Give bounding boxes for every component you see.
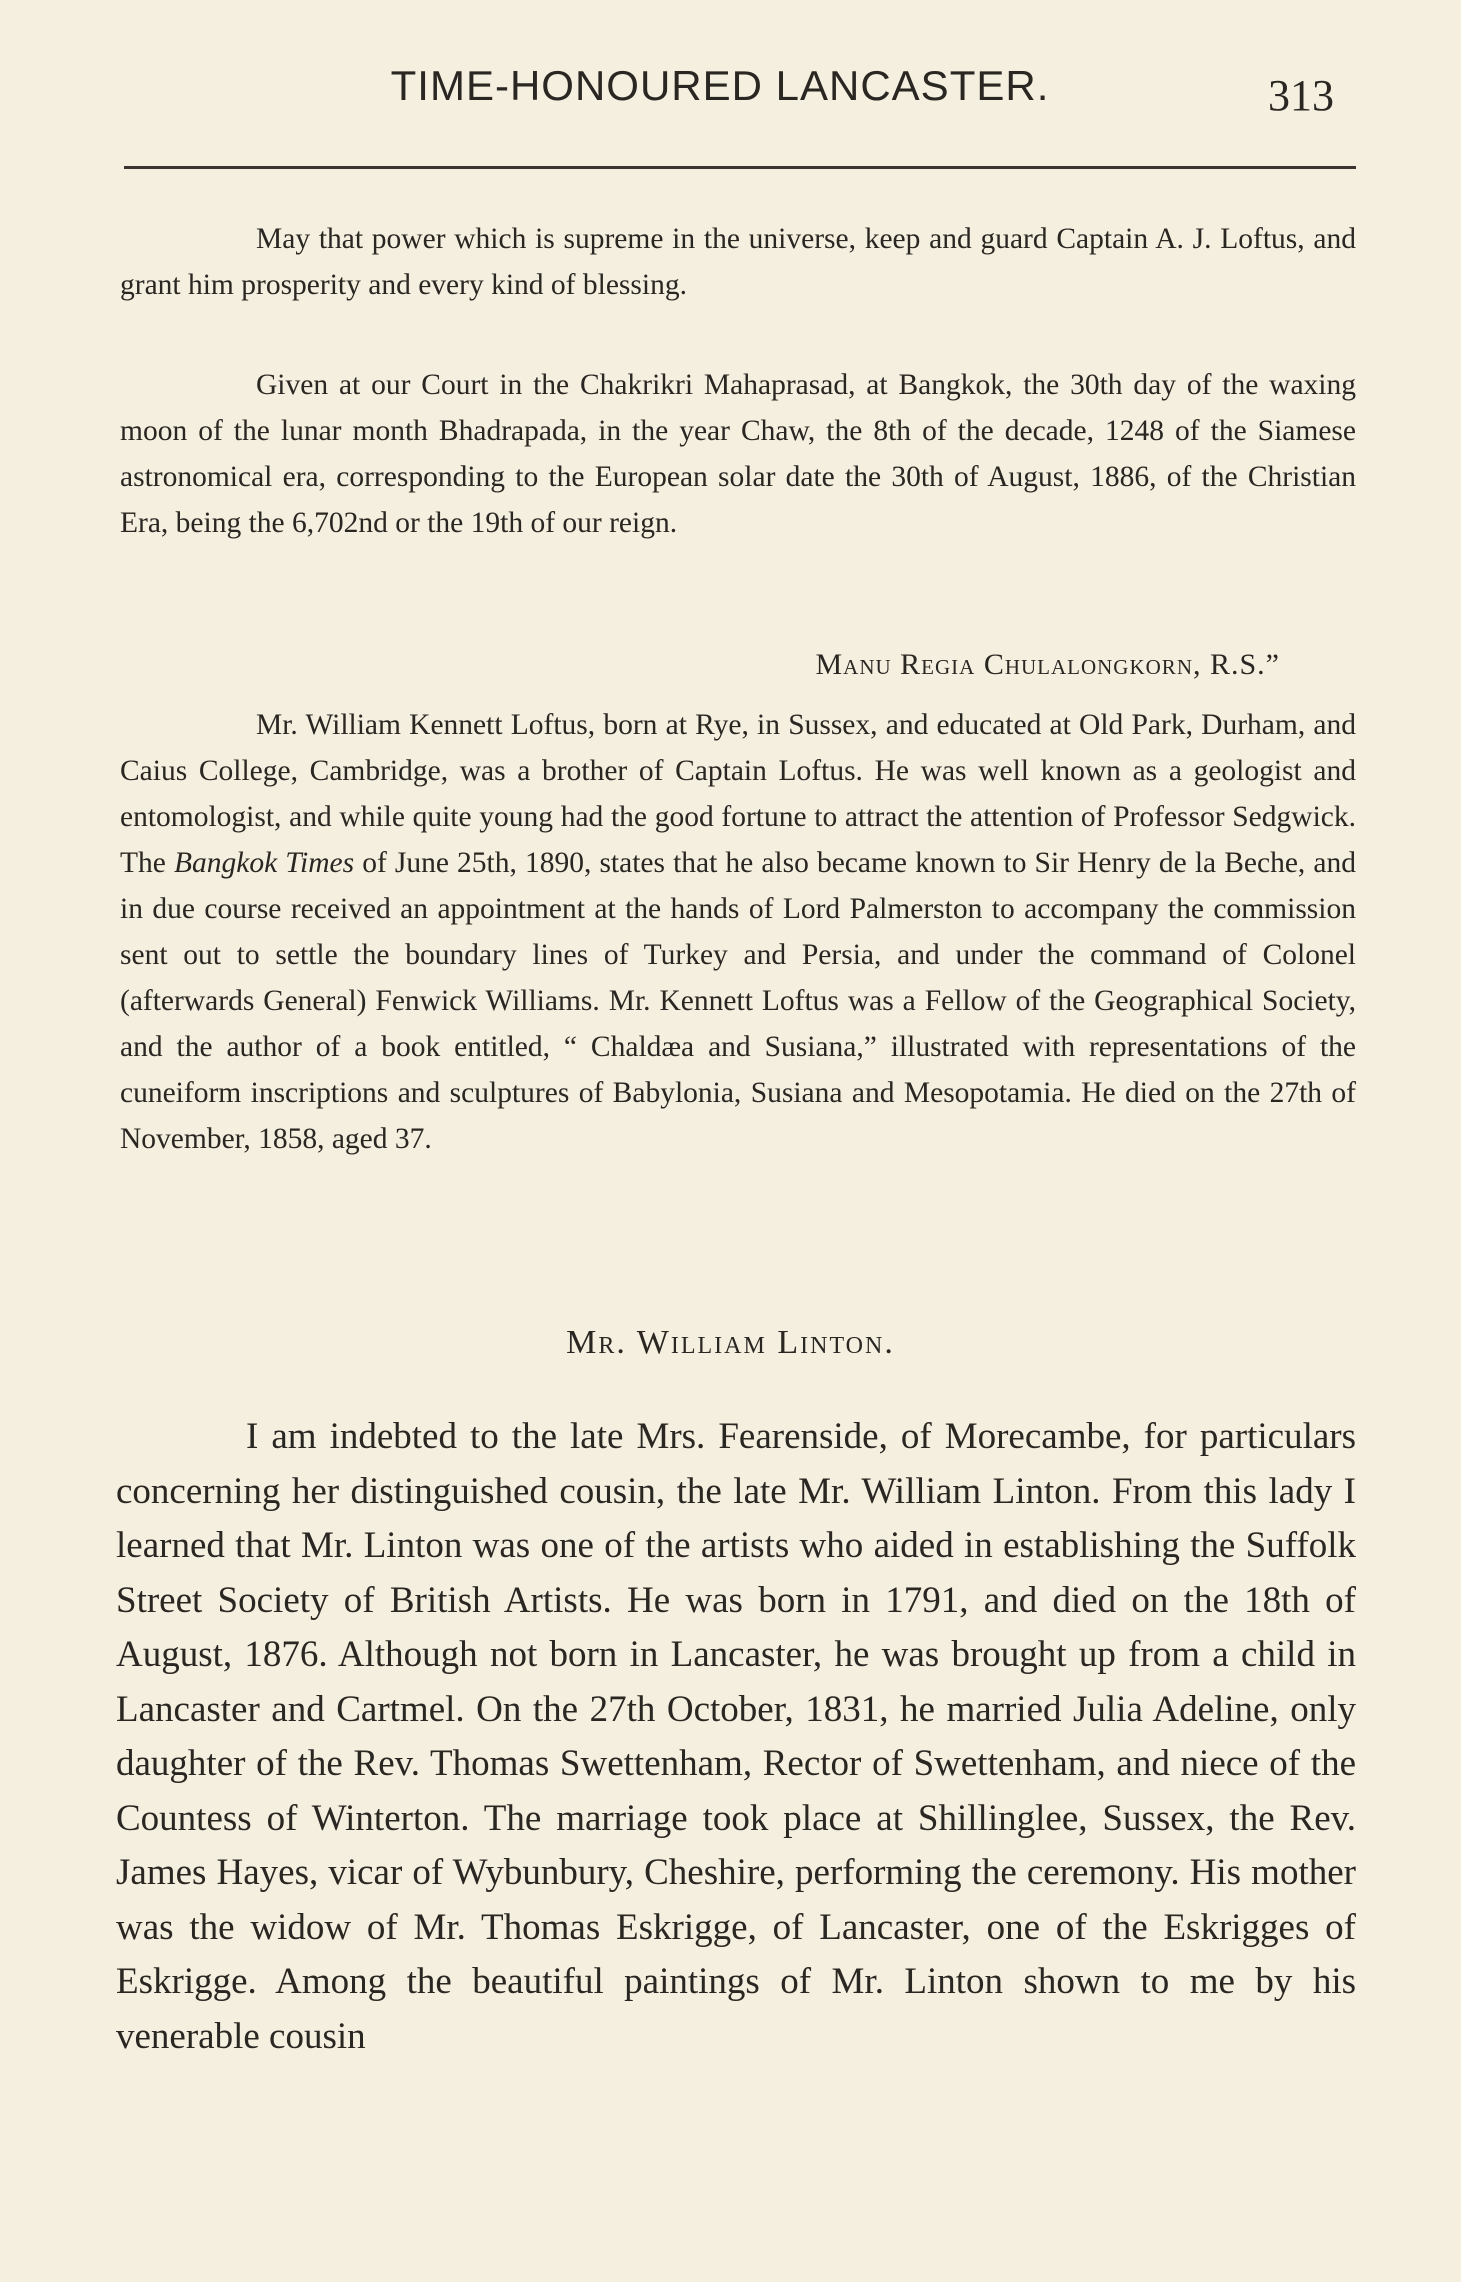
linton-paragraph: I am indebted to the late Mrs. Fearenside, of Morecambe, for particulars concerning her distinguished cousin, the late Mr. William Linton. From this lady I learned that Mr. Linton was one of the artists who aided in establishing the Suffolk Street Society of British Artists. He was born in 1791, and died on the 18th of August, 1876. Although not born in Lancaster, he was brought up from a child in Lancaster and Cartmel. On the 27th October, 1831, he married Julia Adeline, only daughter of the Rev. Thomas Swettenham, Rector of Swettenham, and niece of the Countess of Winterton. The marriage took place at Shillinglee, Sussex, the Rev. James Hayes, vicar of Wybunbury, Cheshire, performing the ceremony. His mother was the widow of Mr. Thomas Eskrigge, of Lancaster, one of the Eskrigges of Eskrigge. Among the beautiful paintings of Mr. Linton shown to me by his venerable cousin <box>116 1416 1356 2057</box>
given-at-paragraph: Given at our Court in the Chakrikri Mahaprasad, at Bangkok, the 30th day of the waxing moon of the lunar month Bhadrapada, in the year Chaw, the 8th of the decade, 1248 of the Siamese astronomical era, corresponding to the European solar date the 30th of August, 1886, of the Christian Era, being the 6,702nd or the 19th of our reign. <box>120 369 1356 539</box>
page-number: 313 <box>1268 71 1334 120</box>
given-at-block <box>120 362 1356 546</box>
kennett-text-before: Mr. William Kennett Loftus, born at Rye, in Sussex, and educated at Old Park, Durham, and Caius College, Cambridge, was a brother of Captain Loftus. He was well known as a geologist and entomologist, and while quite young had the good fortune to attract the attention of Professor Sedgwick. The <box>120 709 1356 879</box>
running-title: TIME-HONOURED LANCASTER. <box>390 62 1050 109</box>
blessing-block <box>120 216 1356 308</box>
blessing-paragraph: May that power which is supreme in the universe, keep and guard Captain A. J. Loftus, and grant him prosperity and every kind of blessing. <box>120 223 1356 301</box>
kennett-text-after: of June 25th, 1890, states that he also became known to Sir Henry de la Beche, and in due course received an appointment at the hands of Lord Palmerston to accompany the commission sent out to settle the boundary lines of Turkey and Persia, and under the command of Colonel (afterwards General) Fenwick Williams. Mr. Kennett Loftus was a Fellow of the Geographical Society, and the author of a book entitled, “ Chaldæa and Susiana,” illustrated with representations of the cuneiform inscriptions and sculptures of Babylonia, Susiana and Mesopotamia. He died on the 27th of November, 1858, aged 37. <box>120 847 1356 1155</box>
header-rule <box>124 166 1356 169</box>
kennett-block <box>120 702 1356 1162</box>
section-heading: Mr. William Linton. <box>566 1324 895 1361</box>
linton-block <box>116 1410 1356 2064</box>
kennett-paragraph <box>120 702 1356 1162</box>
royal-signature: Manu Regia Chulalongkorn, R.S.” <box>815 648 1280 681</box>
newspaper-title: Bangkok Times <box>173 847 355 879</box>
